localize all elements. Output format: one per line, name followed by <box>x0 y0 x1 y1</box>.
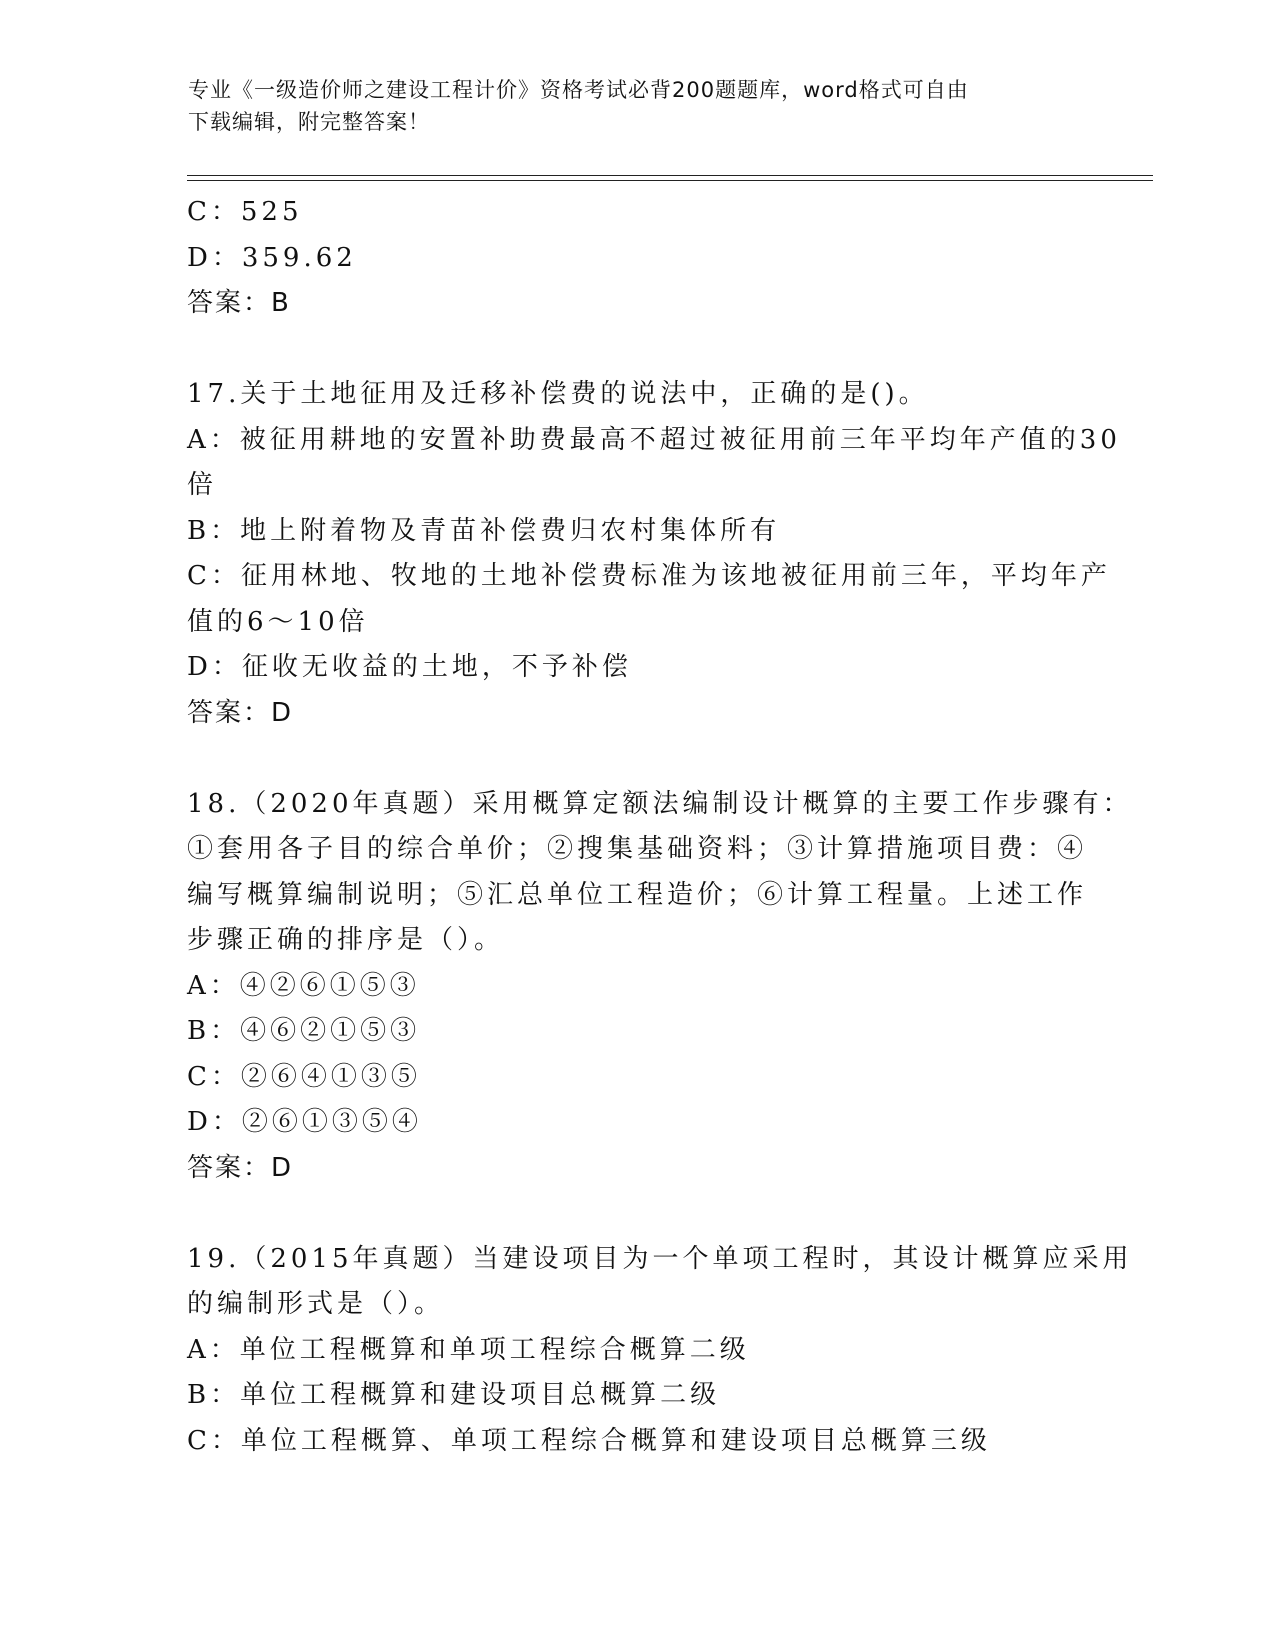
option-a-continued: 倍 <box>187 470 218 500</box>
option-c: C：525 <box>187 197 303 227</box>
option-c: C：②⑥④①③⑤ <box>187 1061 421 1092</box>
question-17 <box>187 372 1121 736</box>
header-divider-bottom <box>187 180 1153 181</box>
answer: 答案：B <box>187 288 291 318</box>
option-b: B：④⑥②①⑤③ <box>187 1016 421 1046</box>
header-line-2: 下载编辑，附完整答案！ <box>188 110 430 134</box>
option-d: D：②⑥①③⑤④ <box>187 1107 422 1137</box>
option-b: B：单位工程概算和建设项目总概算二级 <box>187 1380 721 1410</box>
question-stem: 17.关于土地征用及迁移补偿费的说法中，正确的是()。 <box>187 379 929 409</box>
option-d: D：征收无收益的土地，不予补偿 <box>187 652 632 682</box>
spacer <box>187 1191 1107 1237</box>
question-16-tail <box>187 190 1107 327</box>
header-line-1: 专业《一级造价师之建设工程计价》资格考试必背200题题库，word格式可自由 <box>188 78 969 102</box>
answer: 答案：D <box>187 697 294 728</box>
question-18 <box>187 782 1133 1192</box>
question-stem-continued: 的编制形式是（）。 <box>187 1289 445 1319</box>
option-a: A：单位工程概算和单项工程综合概算二级 <box>187 1334 750 1365</box>
question-stem: 19.（2015年真题）当建设项目为一个单项工程时，其设计概算应采用 <box>187 1243 1133 1274</box>
header-divider-top <box>187 175 1153 176</box>
question-stem: 18.（2020年真题）采用概算定额法编制设计概算的主要工作步骤有： <box>187 788 1133 819</box>
option-c: C：征用林地、牧地的土地补偿费标准为该地被征用前三年，平均年产 <box>187 561 1111 591</box>
answer: 答案：D <box>187 1152 294 1183</box>
spacer <box>187 736 1107 782</box>
option-a: A：④②⑥①⑤③ <box>187 970 420 1001</box>
option-d: D：359.62 <box>187 242 357 273</box>
option-a: A：被征用耕地的安置补助费最高不超过被征用前三年平均年产值的30 <box>187 424 1121 455</box>
option-c-continued: 值的6～10倍 <box>187 606 369 637</box>
question-list <box>187 190 1133 1464</box>
question-stem-continued: ①套用各子目的综合单价；②搜集基础资料；③计算措施项目费：④ <box>187 834 1088 864</box>
option-c: C：单位工程概算、单项工程综合概算和建设项目总概算三级 <box>187 1425 991 1456</box>
question-stem-continued: 步骤正确的排序是（）。 <box>187 925 505 955</box>
spacer <box>187 327 1107 373</box>
question-19 <box>187 1237 1133 1465</box>
question-stem-continued: 编写概算编制说明；⑤汇总单位工程造价；⑥计算工程量。上述工作 <box>187 879 1088 910</box>
option-b: B：地上附着物及青苗补偿费归农村集体所有 <box>187 515 781 546</box>
page-header <box>188 74 1088 138</box>
